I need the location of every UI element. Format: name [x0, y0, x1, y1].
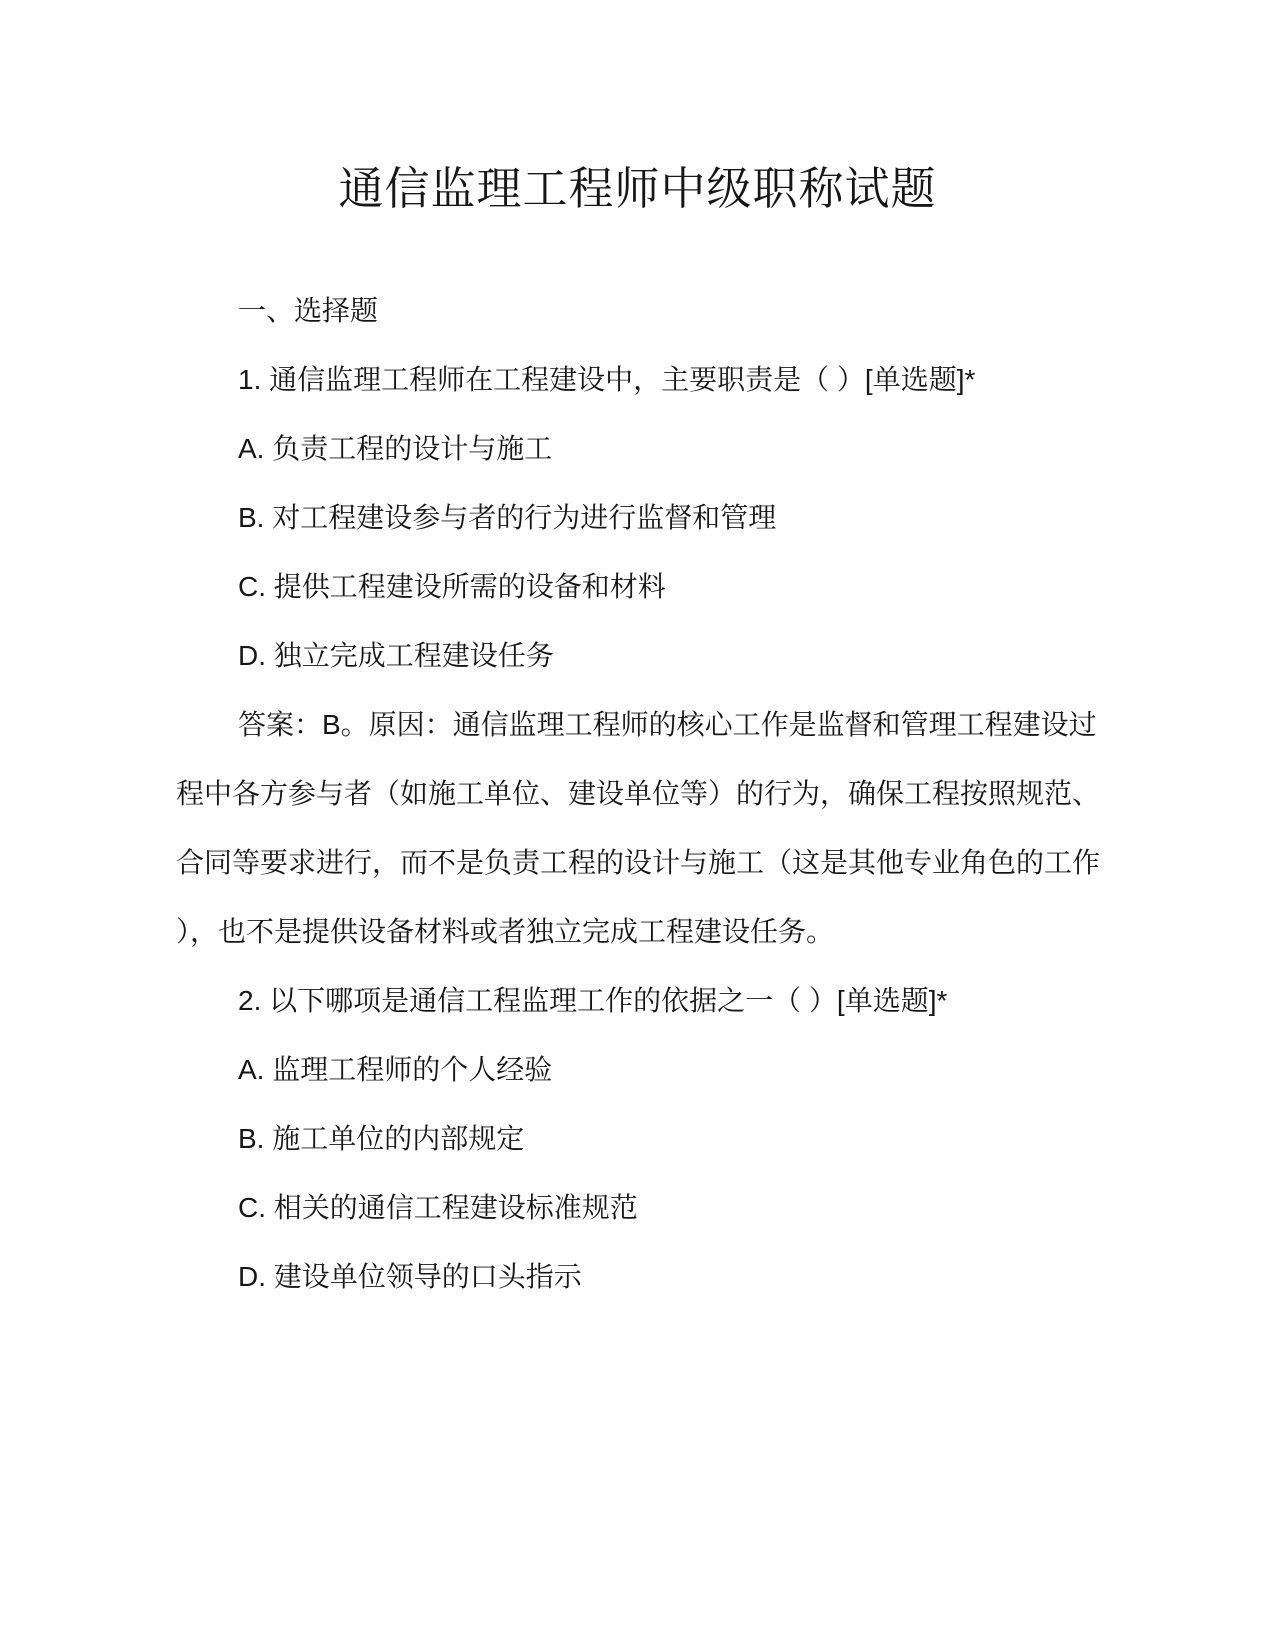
- question-1-option-c: C. 提供工程建设所需的设备和材料: [238, 571, 666, 602]
- question-2-stem: 2. 以下哪项是通信工程监理工作的依据之一（ ）[单选题]*: [238, 985, 948, 1016]
- question-2-option-d: D. 建设单位领导的口头指示: [238, 1261, 582, 1292]
- question-2-option-c: C. 相关的通信工程建设标准规范: [238, 1192, 638, 1223]
- document-body: [176, 276, 1101, 1311]
- question-1-option-a: A. 负责工程的设计与施工: [238, 433, 553, 464]
- question-1-answer-line-2: 程中各方参与者（如施工单位、建设单位等）的行为，确保工程按照规范、: [176, 778, 1101, 809]
- question-1-stem: 1. 通信监理工程师在工程建设中，主要职责是（ ）[单选题]*: [238, 364, 976, 395]
- question-1-option-d: D. 独立完成工程建设任务: [238, 640, 554, 671]
- question-1-option-b: B. 对工程建设参与者的行为进行监督和管理: [238, 502, 777, 533]
- document-title: 通信监理工程师中级职称试题: [338, 163, 937, 214]
- question-2-option-a: A. 监理工程师的个人经验: [238, 1054, 553, 1085]
- question-1-answer-line-1: 答案：B。原因：通信监理工程师的核心工作是监督和管理工程建设过: [238, 709, 1097, 740]
- section-heading: 一、选择题: [238, 295, 379, 326]
- question-1-answer-line-3: 合同等要求进行，而不是负责工程的设计与施工（这是其他专业角色的工作: [176, 847, 1101, 878]
- question-1-answer-line-4: ），也不是提供设备材料或者独立完成工程建设任务。: [176, 916, 835, 947]
- question-2-option-b: B. 施工单位的内部规定: [238, 1123, 525, 1154]
